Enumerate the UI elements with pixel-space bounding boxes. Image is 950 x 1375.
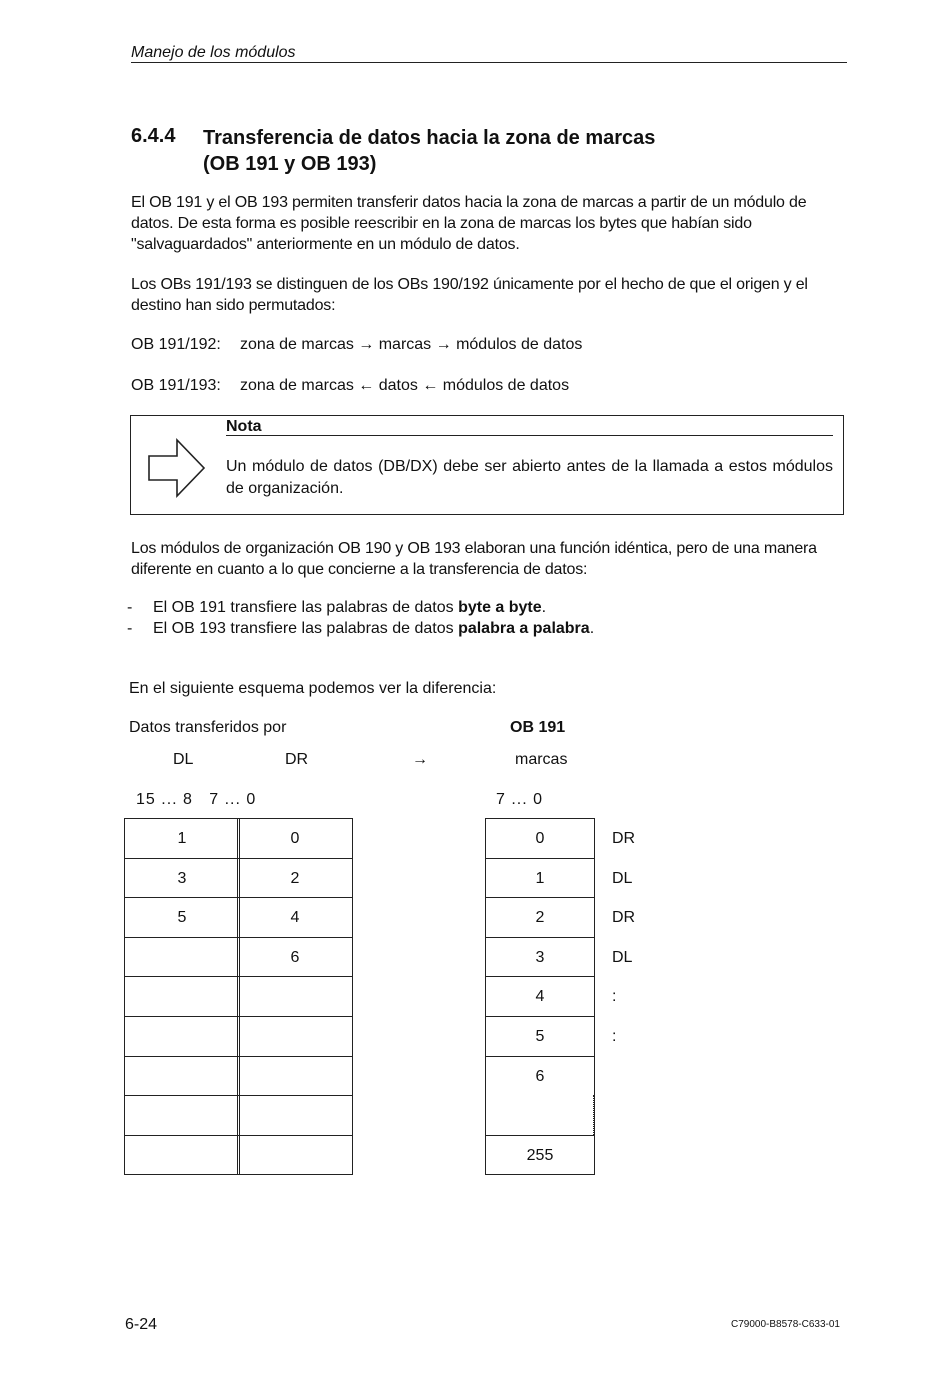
- ob-line-text: zona de marcas ← datos ← módulos de datos: [240, 377, 570, 394]
- ob-line-193: [131, 377, 569, 395]
- grid-cell: 6: [237, 937, 353, 978]
- list-item: - El OB 193 transfiere las palabras de datos palabra a palabra.: [127, 620, 595, 637]
- document-code: C79000-B8578-C633-01: [731, 1319, 840, 1330]
- grid-cell: 0: [485, 818, 595, 859]
- label-marcas: marcas: [515, 751, 568, 768]
- grid-cell: 5: [124, 897, 240, 938]
- note-title: Nota: [226, 418, 262, 435]
- grid-cell: 4: [485, 976, 595, 1017]
- bit-range-left: 15 ... 8 7 ... 0: [136, 791, 257, 808]
- side-label: DL: [612, 948, 633, 966]
- grid-cell: [124, 976, 240, 1017]
- grid-cell: 3: [124, 858, 240, 899]
- grid-cell: 4: [237, 897, 353, 938]
- grid-cell: 1: [124, 818, 240, 859]
- ob-line-label: OB 191/192:: [131, 336, 221, 353]
- list-item: - El OB 191 transfiere las palabras de datos byte a byte.: [127, 599, 547, 616]
- grid-cell: 2: [485, 897, 595, 938]
- header-rule: [131, 62, 847, 63]
- paragraph-ob190-ob193: Los módulos de organización OB 190 y OB 193 elaboran una función idéntica, pero de una manera diferente en cuanto a lo que concierne a la transferencia de datos:: [131, 540, 817, 578]
- ob-line-text: zona de marcas → marcas → módulos de datos: [240, 336, 583, 353]
- grid-cell: 6: [485, 1056, 595, 1136]
- grid-cell: 0: [237, 818, 353, 859]
- paragraph-intro: El OB 191 y el OB 193 permiten transferir datos hacia la zona de marcas a partir de un módulo de datos. De esta forma es posible reescribir en la zona de marcas los bytes que habían sido "salvaguardados" anteriormente en un módulo de datos.: [131, 194, 807, 253]
- ob-line-192: [131, 336, 582, 354]
- grid-cell: [124, 1016, 240, 1057]
- section-title: [203, 125, 655, 177]
- label-dl: DL: [173, 751, 194, 768]
- grid-cell: 2: [237, 858, 353, 899]
- grid-cell: 255: [485, 1135, 595, 1176]
- paragraph-difference: Los OBs 191/193 se distinguen de los OBs 190/192 únicamente por el hecho de que el origen y el destino han sido permutados:: [131, 276, 808, 314]
- running-header: Manejo de los módulos: [131, 44, 296, 61]
- label-dr: DR: [285, 751, 309, 768]
- page-number: 6-24: [125, 1316, 158, 1333]
- section-title-line1: Transferencia de datos hacia la zona de marcas: [203, 127, 656, 149]
- paragraph-schema: En el siguiente esquema podemos ver la diferencia:: [129, 680, 497, 697]
- arrow-right-icon: [146, 437, 208, 499]
- note-text: Un módulo de datos (DB/DX) debe ser abierto antes de la llamada a estos módulos de organización.: [226, 458, 833, 497]
- side-label: DR: [612, 909, 636, 927]
- grid-cell: [237, 1095, 353, 1136]
- arrow-right-icon: →: [412, 751, 428, 768]
- grid-cell: [237, 1016, 353, 1057]
- marker-bytes-grid: [485, 818, 595, 1175]
- grid-cell: [124, 1095, 240, 1136]
- data-words-grid: [124, 818, 353, 1175]
- label-ob191: OB 191: [510, 719, 566, 736]
- grid-cell: [237, 1135, 353, 1176]
- grid-cell: [124, 1135, 240, 1176]
- side-label: DR: [612, 830, 636, 847]
- ob-line-label: OB 191/193:: [131, 377, 221, 394]
- side-label: DL: [612, 869, 633, 887]
- grid-cell: [124, 1056, 240, 1097]
- side-label: :: [612, 988, 617, 1006]
- grid-cell: 5: [485, 1016, 595, 1057]
- section-number: 6.4.4: [131, 125, 176, 147]
- grid-cell: [124, 937, 240, 978]
- side-label: :: [612, 1028, 617, 1045]
- grid-cell: [237, 976, 353, 1017]
- continuation-dots: [485, 1095, 486, 1135]
- bullet-list: [127, 597, 594, 639]
- grid-cell: 3: [485, 937, 595, 978]
- section-title-line2: (OB 191 y OB 193): [203, 153, 377, 175]
- label-datos-transferidos: Datos transferidos por: [129, 719, 287, 736]
- continuation-dots: [593, 1095, 594, 1135]
- grid-cell: 1: [485, 858, 595, 899]
- bit-range-right: 7 ... 0: [496, 791, 544, 808]
- note-rule: [226, 435, 833, 436]
- grid-cell: [237, 1056, 353, 1097]
